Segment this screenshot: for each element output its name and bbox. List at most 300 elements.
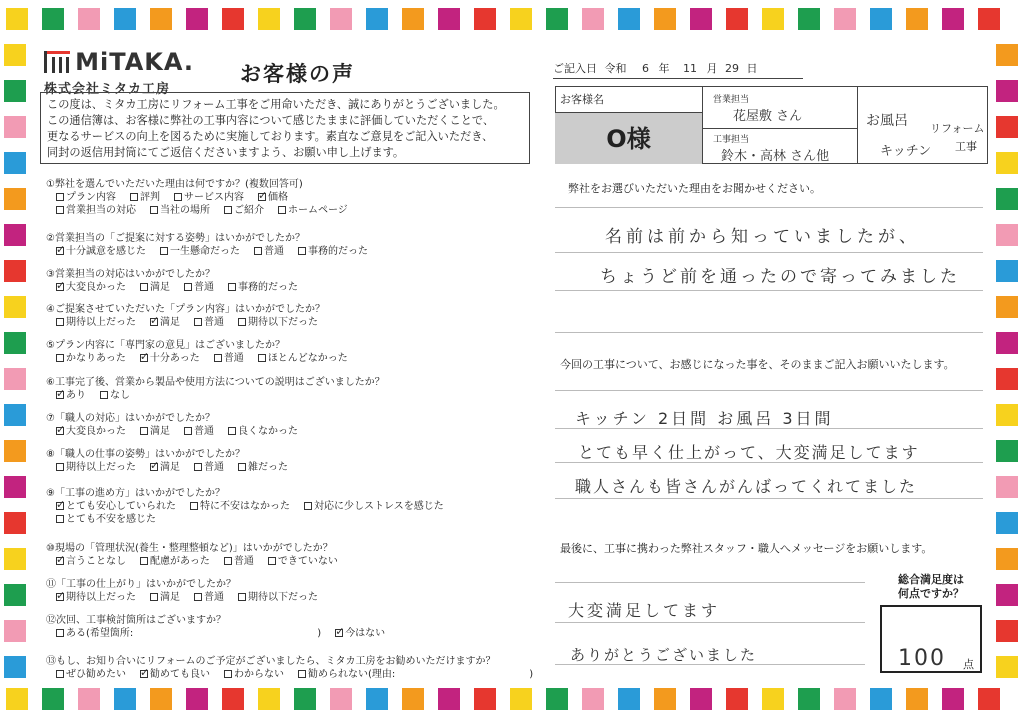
- question-title: ⑨「工事の進め方」はいかがでしたか？: [46, 488, 225, 499]
- border-square: [4, 440, 26, 462]
- answer-option[interactable]: [56, 513, 156, 526]
- work-type-1: お風呂: [866, 113, 908, 129]
- work-type-3: キッチン: [880, 144, 932, 159]
- option-label: 満足: [150, 282, 170, 293]
- answer-option[interactable]: [56, 245, 146, 258]
- checkbox-icon[interactable]: [56, 515, 64, 523]
- option-label: 期待以下だった: [248, 592, 318, 603]
- option-label: 一生懸命だった: [170, 246, 240, 257]
- checked-checkbox-icon[interactable]: [56, 283, 64, 291]
- option-row: [46, 316, 332, 329]
- answer-option[interactable]: [317, 627, 321, 640]
- border-square: [870, 8, 892, 30]
- score-unit: 点: [963, 658, 974, 671]
- border-square: [996, 224, 1018, 246]
- question-title: ⑬もし、お知り合いにリフォームのご予定がございましたら、ミタカ工房をお勧めいただけますか？: [46, 656, 496, 667]
- checkbox-icon[interactable]: [194, 318, 202, 326]
- checkbox-icon[interactable]: [56, 318, 64, 326]
- answer-option[interactable]: [174, 191, 244, 204]
- border-square: [330, 688, 352, 710]
- option-label: ご紹介: [234, 205, 264, 216]
- border-square: [366, 8, 388, 30]
- year-value: 6: [642, 62, 649, 75]
- checkbox-icon[interactable]: [224, 557, 232, 565]
- option-label: ): [317, 628, 322, 639]
- answer-option[interactable]: [258, 191, 288, 204]
- border-square: [996, 260, 1018, 282]
- message-question: 最後に、工事に携わった弊社スタッフ・職人へメッセージをお願いします。: [560, 542, 933, 555]
- border-square: [222, 8, 244, 30]
- checkbox-icon[interactable]: [194, 593, 202, 601]
- answer-option[interactable]: [224, 204, 264, 217]
- answer-option[interactable]: [238, 591, 318, 604]
- answer-option[interactable]: [56, 668, 126, 681]
- answer-option[interactable]: [56, 352, 126, 365]
- option-label: 普通: [204, 462, 224, 473]
- question-block: [46, 376, 385, 402]
- answer-option[interactable]: [190, 500, 290, 513]
- border-square: [978, 8, 1000, 30]
- answer-option[interactable]: [140, 281, 170, 294]
- option-label: ほとんどなかった: [267, 353, 348, 364]
- checkbox-icon[interactable]: [238, 318, 246, 326]
- border-square: [366, 688, 388, 710]
- question-title: ③営業担当の対応はいかがでしたか？: [46, 269, 215, 280]
- checkbox-icon[interactable]: [238, 593, 246, 601]
- option-label: わからない: [234, 669, 284, 680]
- border-square: [186, 8, 208, 30]
- question-block: [46, 578, 332, 604]
- checkbox-icon[interactable]: [194, 463, 202, 471]
- answer-option[interactable]: [100, 389, 130, 402]
- question-title: ⑦「職人の対応」はいかがでしたか？: [46, 413, 215, 424]
- border-square: [996, 44, 1018, 66]
- border-square: [834, 8, 856, 30]
- border-square: [798, 8, 820, 30]
- answer-option[interactable]: [194, 591, 224, 604]
- checkbox-icon[interactable]: [298, 670, 306, 678]
- answer-option[interactable]: [56, 461, 136, 474]
- answer-option[interactable]: [150, 461, 180, 474]
- border-square: [150, 688, 172, 710]
- option-row: [46, 389, 385, 402]
- option-label: 価格: [268, 192, 288, 203]
- answer-option[interactable]: [258, 352, 348, 365]
- border-square: [690, 688, 712, 710]
- answer-option[interactable]: [56, 281, 126, 294]
- answer-option[interactable]: [529, 668, 533, 681]
- border-square: [402, 688, 424, 710]
- option-label: できていない: [277, 556, 338, 567]
- answer-option[interactable]: [335, 627, 385, 640]
- month-unit: 月: [706, 62, 718, 75]
- border-square: [546, 8, 568, 30]
- checkbox-icon[interactable]: [184, 283, 192, 291]
- option-label: 普通: [264, 246, 284, 257]
- border-square: [870, 688, 892, 710]
- border-square: [996, 404, 1018, 426]
- month-value: 11: [683, 62, 697, 75]
- option-label: 普通: [194, 282, 214, 293]
- option-row: [46, 513, 458, 526]
- checked-checkbox-icon[interactable]: [56, 502, 64, 510]
- border-square: [258, 8, 280, 30]
- checked-checkbox-icon[interactable]: [150, 318, 158, 326]
- checkbox-icon[interactable]: [258, 354, 266, 362]
- question-title: ⑤プラン内容に「専門家の意見」はございましたか？: [46, 340, 285, 351]
- checked-checkbox-icon[interactable]: [140, 354, 148, 362]
- question-block: [46, 614, 399, 640]
- date-label: ご記入日: [553, 62, 597, 75]
- option-label: 勧められない(理由:: [308, 669, 396, 680]
- border-square: [150, 8, 172, 30]
- answer-option[interactable]: [150, 591, 180, 604]
- answer-option[interactable]: [56, 191, 116, 204]
- border-square: [510, 8, 532, 30]
- checkbox-icon[interactable]: [100, 391, 108, 399]
- border-square: [996, 440, 1018, 462]
- checked-checkbox-icon[interactable]: [56, 557, 64, 565]
- border-square: [996, 656, 1018, 678]
- option-label: 事務的だった: [308, 246, 368, 257]
- checked-checkbox-icon[interactable]: [56, 247, 64, 255]
- reason-answer-1: 名前は前から知っていましたが、: [605, 227, 920, 247]
- checkbox-icon[interactable]: [56, 354, 64, 362]
- border-square: [4, 476, 26, 498]
- checkbox-icon[interactable]: [278, 206, 286, 214]
- answer-option[interactable]: [304, 500, 444, 513]
- question-title: ④ご提案させていただいた「プラン内容」はいかがでしたか？: [46, 304, 325, 315]
- intro-line: この通信簿は、お客様に弊社の工事内容について感じたままに評価していただくことで、: [47, 114, 495, 127]
- border-square: [4, 152, 26, 174]
- border-square: [726, 688, 748, 710]
- question-title: ⑫次回、工事検討箇所はございますか？: [46, 615, 226, 626]
- checkbox-icon[interactable]: [174, 193, 182, 201]
- option-label: 十分あった: [149, 353, 200, 364]
- option-row: [46, 204, 362, 217]
- border-square: [996, 476, 1018, 498]
- question-block: [46, 232, 382, 258]
- border-square: [402, 8, 424, 30]
- checkbox-icon[interactable]: [56, 629, 64, 637]
- checkbox-icon[interactable]: [56, 193, 64, 201]
- year-unit: 年: [658, 62, 670, 75]
- score-value: 100: [898, 646, 946, 671]
- option-label: とても安心していられた: [66, 501, 176, 512]
- answer-option[interactable]: [278, 204, 348, 217]
- border-square: [582, 688, 604, 710]
- entry-date: [553, 60, 758, 76]
- day-unit: 日: [746, 62, 758, 75]
- option-label: 期待以上だった: [66, 317, 136, 328]
- question-title: ⑥工事完了後、営業から製品や使用方法についての説明はございましたか？: [46, 377, 385, 388]
- question-block: [46, 339, 362, 365]
- border-square: [762, 8, 784, 30]
- answer-option[interactable]: [56, 204, 136, 217]
- option-row: [46, 425, 312, 438]
- border-square: [4, 80, 26, 102]
- border-square: [474, 8, 496, 30]
- option-label: 普通: [204, 592, 224, 603]
- option-label: 期待以下だった: [248, 317, 318, 328]
- checkbox-icon[interactable]: [224, 206, 232, 214]
- answer-option[interactable]: [238, 461, 288, 474]
- option-label: 言うことなし: [66, 556, 126, 567]
- reason-answer-2: ちょうど前を通ったので寄ってみました: [600, 267, 960, 287]
- answer-option[interactable]: [56, 555, 126, 568]
- company-logo: [44, 48, 204, 97]
- border-square: [6, 688, 28, 710]
- border-square: [4, 656, 26, 678]
- checkbox-icon[interactable]: [150, 593, 158, 601]
- border-square: [996, 584, 1018, 606]
- message-answer-1: 大変満足してます: [568, 601, 721, 620]
- answer-option[interactable]: [56, 316, 136, 329]
- answer-option[interactable]: [224, 668, 284, 681]
- checkbox-icon[interactable]: [298, 247, 306, 255]
- checkbox-icon[interactable]: [228, 283, 236, 291]
- border-square: [78, 8, 100, 30]
- border-square: [726, 8, 748, 30]
- option-row: [46, 668, 547, 681]
- checked-checkbox-icon[interactable]: [56, 593, 64, 601]
- border-square: [4, 368, 26, 390]
- answer-option[interactable]: [214, 352, 244, 365]
- checkbox-icon[interactable]: [130, 193, 138, 201]
- border-square: [834, 688, 856, 710]
- border-square: [942, 688, 964, 710]
- answer-option[interactable]: [238, 316, 318, 329]
- option-label: 特に不安はなかった: [200, 501, 290, 512]
- checked-checkbox-icon[interactable]: [56, 391, 64, 399]
- option-row: [46, 191, 362, 204]
- answer-option[interactable]: [194, 461, 224, 474]
- option-label: 大変良かった: [66, 282, 126, 293]
- border-square: [4, 584, 26, 606]
- option-label: かなりあった: [66, 353, 126, 364]
- checkbox-icon[interactable]: [150, 206, 158, 214]
- question-block: [46, 655, 547, 681]
- work-label: 工事担当: [703, 128, 857, 145]
- answer-option[interactable]: [56, 389, 86, 402]
- option-label: 普通: [194, 426, 214, 437]
- answer-option[interactable]: [298, 245, 368, 258]
- option-label: 今はない: [345, 628, 386, 639]
- answer-option[interactable]: [56, 591, 136, 604]
- border-square: [4, 620, 26, 642]
- border-square: [4, 296, 26, 318]
- answer-option[interactable]: [194, 316, 224, 329]
- answer-option[interactable]: [140, 555, 210, 568]
- border-square: [618, 688, 640, 710]
- answer-option[interactable]: [298, 668, 395, 681]
- border-square: [996, 368, 1018, 390]
- border-square: [996, 332, 1018, 354]
- intro-line: この度は、ミタカ工房にリフォーム工事をご用命いただき、誠にありがとうございました。: [47, 98, 505, 111]
- answer-option[interactable]: [140, 668, 210, 681]
- checked-checkbox-icon[interactable]: [56, 427, 64, 435]
- border-square: [654, 688, 676, 710]
- score-label-2: 何点ですか？: [898, 587, 964, 600]
- option-label: 営業担当の対応: [66, 205, 136, 216]
- work-type-2: リフォーム: [930, 122, 985, 135]
- sales-name: 花屋敷 さん: [733, 109, 803, 124]
- checked-checkbox-icon[interactable]: [150, 463, 158, 471]
- company-name: 株式会社ミタカ工房: [44, 82, 171, 97]
- border-square: [222, 688, 244, 710]
- reason-question: 弊社をお選びいただいた理由をお聞かせください。: [568, 182, 821, 195]
- option-label: 対応に少しストレスを感じた: [314, 501, 444, 512]
- option-label: ): [529, 669, 534, 680]
- border-square: [996, 152, 1018, 174]
- border-square: [546, 688, 568, 710]
- option-label: 雑だった: [248, 462, 288, 473]
- border-square: [690, 8, 712, 30]
- option-row: [46, 627, 399, 640]
- question-block: [46, 448, 302, 474]
- era: 令和: [604, 62, 627, 75]
- checked-checkbox-icon[interactable]: [140, 670, 148, 678]
- border-square: [582, 8, 604, 30]
- border-square: [258, 688, 280, 710]
- impression-answer-3: 職人さんも皆さんがんばってくれてました: [575, 477, 918, 496]
- border-square: [114, 8, 136, 30]
- border-square: [4, 332, 26, 354]
- checkbox-icon[interactable]: [160, 247, 168, 255]
- checkbox-icon[interactable]: [140, 283, 148, 291]
- option-label: ある(希望箇所:: [66, 628, 134, 639]
- option-label: 当社の場所: [160, 205, 210, 216]
- answer-option[interactable]: [228, 281, 298, 294]
- option-label: とても不安を感じた: [66, 514, 156, 525]
- answer-option[interactable]: [130, 191, 160, 204]
- option-label: 十分誠意を感じた: [66, 246, 146, 257]
- border-square: [78, 688, 100, 710]
- option-label: 期待以上だった: [66, 462, 136, 473]
- answer-option[interactable]: [56, 425, 126, 438]
- answer-option[interactable]: [184, 425, 214, 438]
- option-row: [46, 500, 458, 513]
- option-label: 普通: [204, 317, 224, 328]
- option-label: ぜひ勧めたい: [66, 669, 126, 680]
- answer-option[interactable]: [150, 204, 210, 217]
- intro-text: [40, 92, 530, 164]
- option-label: プラン内容: [66, 192, 116, 203]
- border-square: [510, 688, 532, 710]
- border-square: [438, 8, 460, 30]
- option-label: なし: [110, 390, 130, 401]
- option-label: 期待以上だった: [66, 592, 136, 603]
- option-label: 大変良かった: [66, 426, 126, 437]
- intro-line: 同封の返信用封筒にてご返信くださいますよう、お願い申し上げます。: [47, 146, 405, 159]
- checkbox-icon[interactable]: [254, 247, 262, 255]
- question-block: [46, 487, 458, 526]
- answer-option[interactable]: [140, 425, 170, 438]
- border-square: [4, 116, 26, 138]
- answer-option[interactable]: [268, 555, 338, 568]
- question-block: [46, 303, 332, 329]
- answer-option[interactable]: [160, 245, 240, 258]
- option-label: サービス内容: [184, 192, 244, 203]
- checkbox-icon[interactable]: [304, 502, 312, 510]
- answer-option[interactable]: [56, 627, 133, 640]
- question-block: [46, 268, 312, 294]
- answer-option[interactable]: [228, 425, 298, 438]
- border-square: [438, 688, 460, 710]
- option-label: 普通: [233, 556, 254, 567]
- border-square: [996, 80, 1018, 102]
- border-square: [294, 8, 316, 30]
- border-square: [906, 688, 928, 710]
- answer-option[interactable]: [150, 316, 180, 329]
- answer-option[interactable]: [56, 500, 176, 513]
- question-block: [46, 542, 352, 568]
- border-square: [996, 620, 1018, 642]
- work-name: 鈴木・高林 さん他: [721, 149, 830, 164]
- border-square: [4, 44, 26, 66]
- score-label: [888, 573, 974, 601]
- border-square: [996, 548, 1018, 570]
- mitaka-logo-icon: [44, 51, 70, 73]
- checked-checkbox-icon[interactable]: [335, 629, 343, 637]
- border-square: [762, 688, 784, 710]
- option-row: [46, 281, 312, 294]
- question-title: ①弊社を選んでいただいた理由は何ですか？(複数回答可): [46, 179, 303, 190]
- border-square: [996, 188, 1018, 210]
- border-square: [798, 688, 820, 710]
- option-label: ホームページ: [288, 205, 348, 216]
- logo-text: MiTAKA.: [75, 48, 195, 76]
- checkbox-icon[interactable]: [184, 427, 192, 435]
- border-square: [996, 512, 1018, 534]
- checkbox-icon[interactable]: [228, 427, 236, 435]
- checkbox-icon[interactable]: [224, 670, 232, 678]
- checkbox-icon[interactable]: [214, 354, 222, 362]
- checkbox-icon[interactable]: [56, 670, 64, 678]
- option-row: [46, 461, 302, 474]
- checkbox-icon[interactable]: [56, 206, 64, 214]
- border-square: [4, 224, 26, 246]
- checkbox-icon[interactable]: [140, 427, 148, 435]
- checkbox-icon[interactable]: [238, 463, 246, 471]
- answer-option[interactable]: [254, 245, 284, 258]
- option-label: 勧めても良い: [150, 669, 210, 680]
- option-label: 良くなかった: [238, 426, 298, 437]
- checkbox-icon[interactable]: [56, 463, 64, 471]
- checkbox-icon[interactable]: [190, 502, 198, 510]
- question-title: ⑪「工事の仕上がり」はいかがでしたか？: [46, 579, 236, 590]
- checkbox-icon[interactable]: [268, 557, 276, 565]
- option-row: [46, 245, 382, 258]
- border-square: [42, 8, 64, 30]
- intro-line: 更なるサービスの向上を図るために実施しております。素直なご意見をご記入いただき、: [47, 130, 494, 143]
- checked-checkbox-icon[interactable]: [258, 193, 266, 201]
- border-square: [294, 688, 316, 710]
- border-square: [4, 260, 26, 282]
- sales-label: 営業担当: [713, 95, 750, 105]
- checkbox-icon[interactable]: [140, 557, 148, 565]
- question-title: ⑩現場の「管理状況(養生・整理整頓など)」はいかがでしたか？: [46, 543, 333, 554]
- answer-option[interactable]: [224, 555, 254, 568]
- border-square: [996, 116, 1018, 138]
- option-row: [46, 555, 352, 568]
- answer-option[interactable]: [184, 281, 214, 294]
- answer-option[interactable]: [140, 352, 200, 365]
- border-square: [474, 688, 496, 710]
- impression-question: 今回の工事について、お感じになった事を、そのままご記入お願いいたします。: [560, 358, 955, 371]
- option-row: [46, 352, 362, 365]
- border-square: [330, 8, 352, 30]
